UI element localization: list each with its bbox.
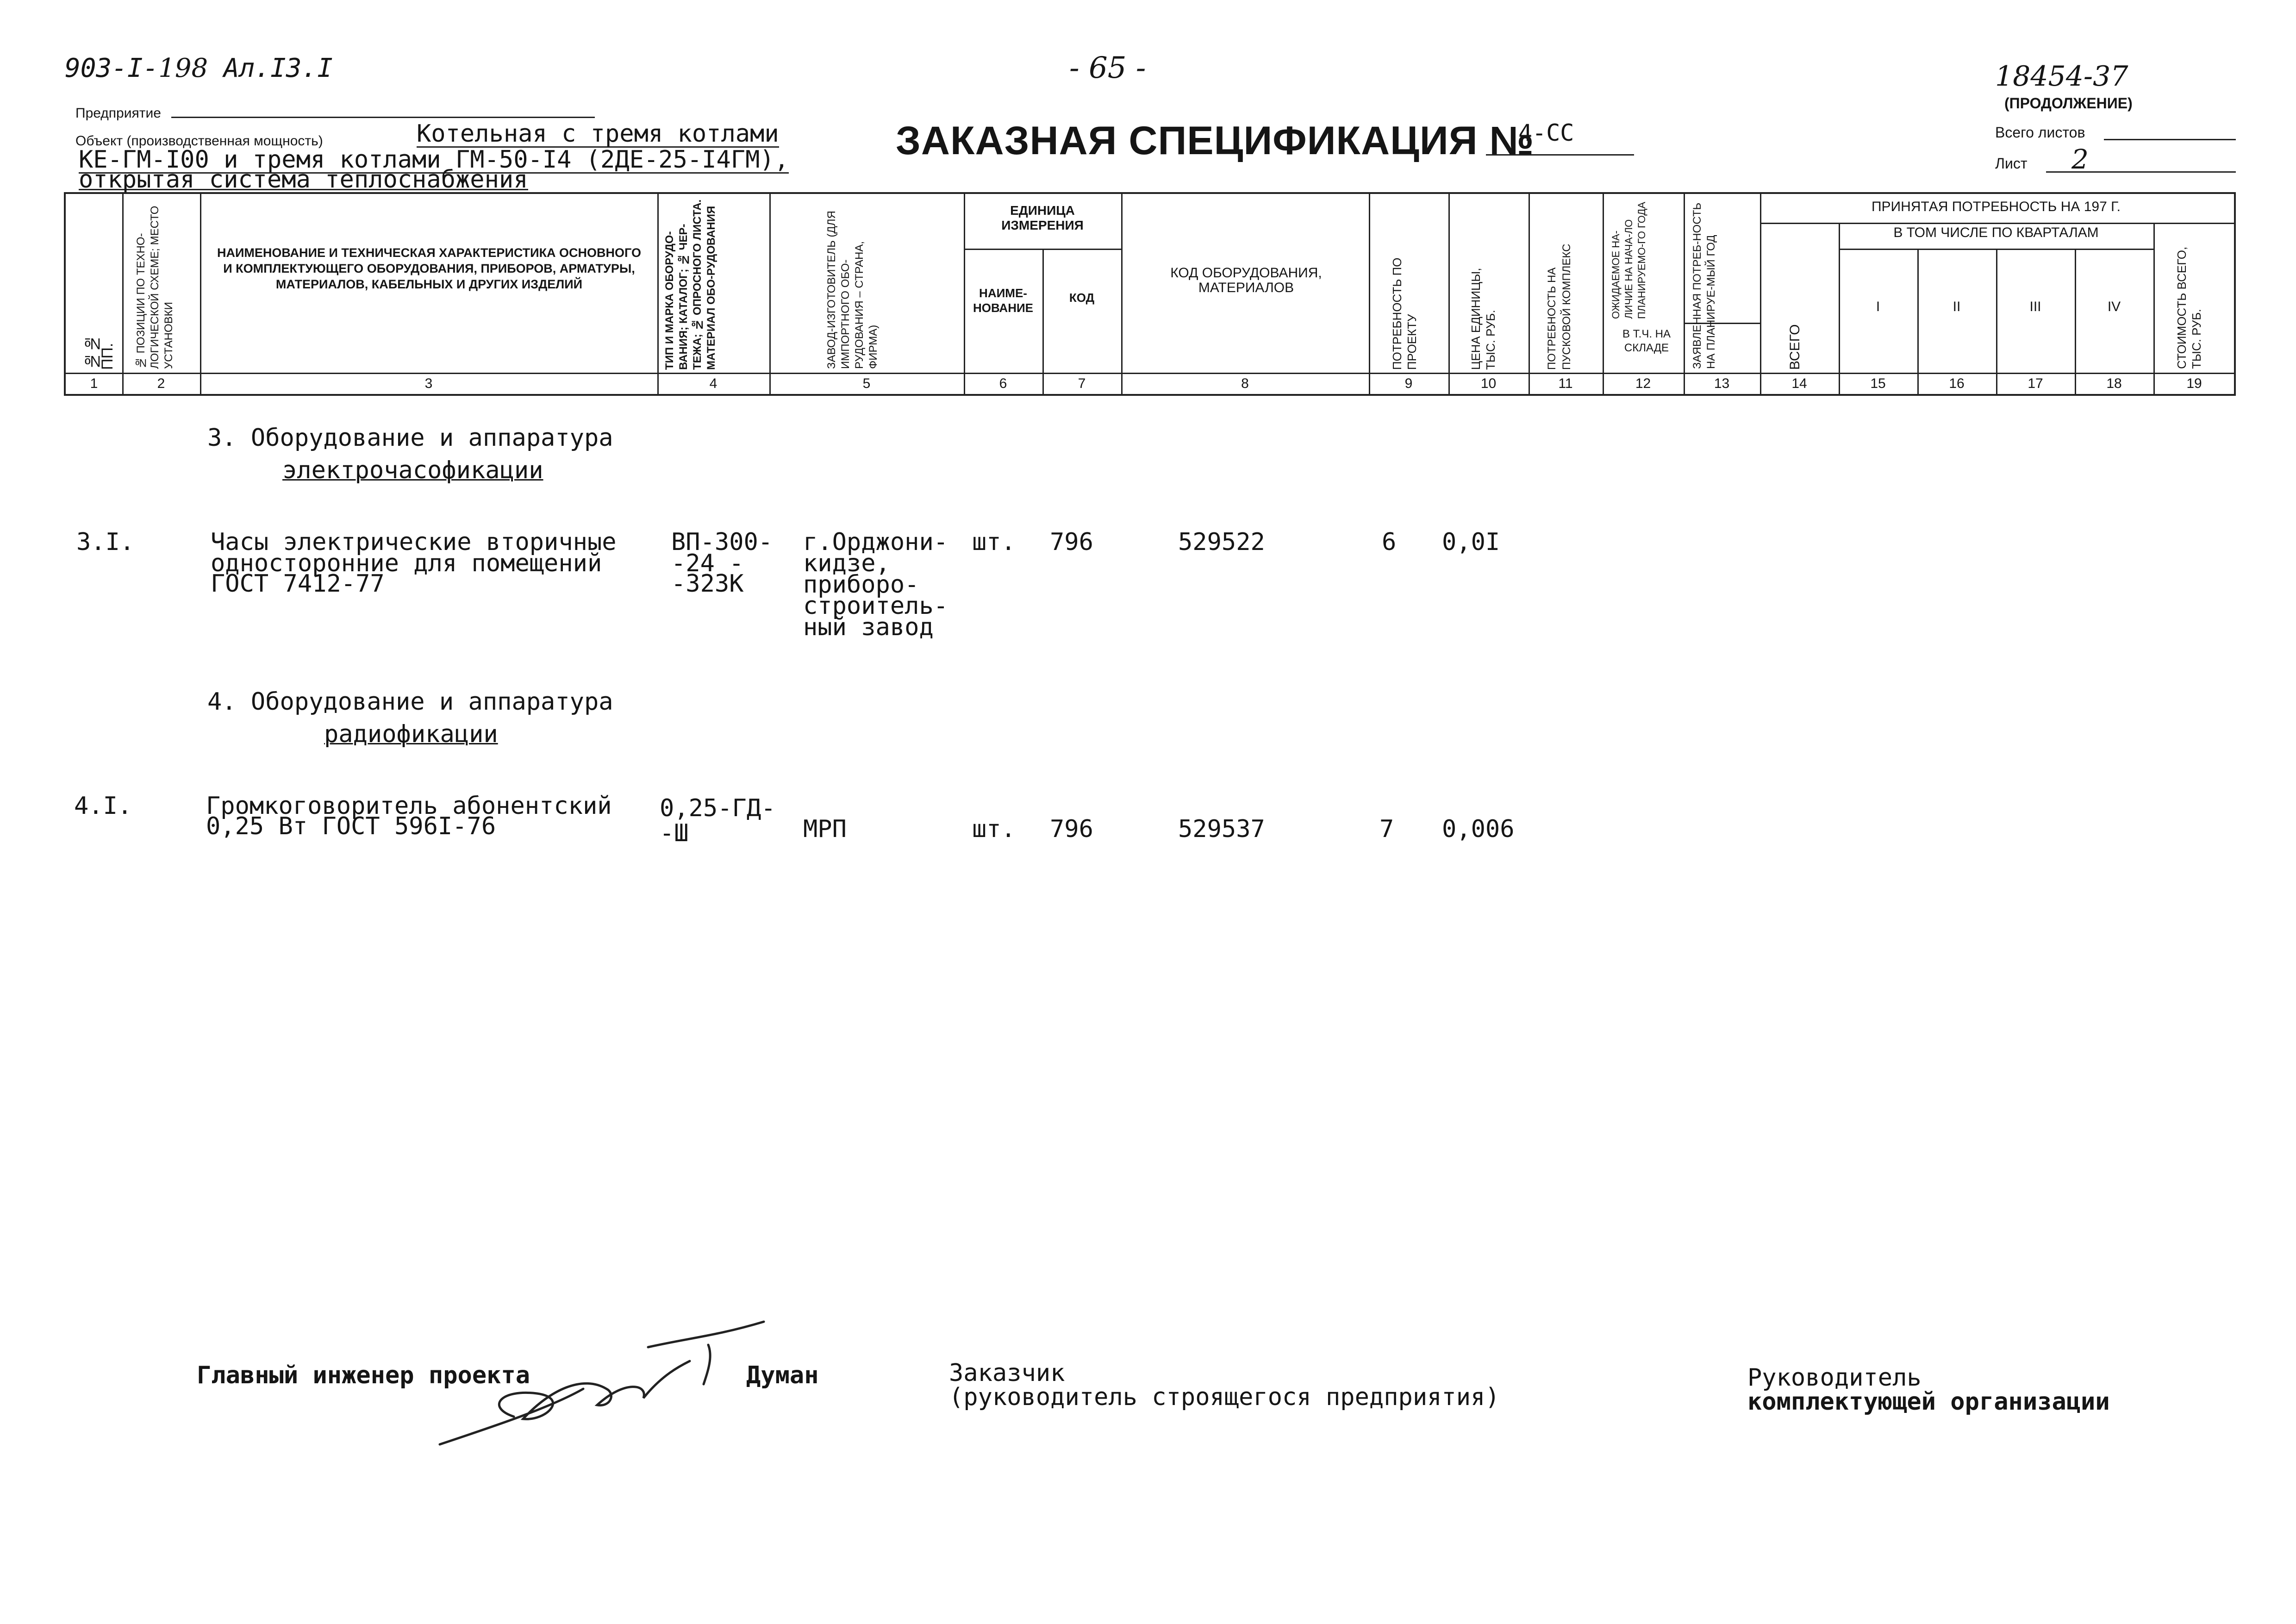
col-divider [964, 194, 965, 394]
object-line-1: Котельная с тремя котлами [417, 120, 779, 148]
col-divider [769, 194, 771, 394]
item-3-1-equip-code: 529522 [1178, 528, 1265, 556]
column-number: 1 [90, 376, 98, 391]
item-4-1-type [660, 796, 775, 845]
item-type-line: ВП-300- [671, 528, 773, 556]
section-4-heading [207, 690, 613, 714]
column-number: 14 [1791, 376, 1807, 391]
column-number: 7 [1078, 376, 1086, 391]
customer-sublabel: (руководитель строящегося предприятия) [949, 1383, 1500, 1411]
col-divider [122, 194, 124, 394]
item-3-1-price: 0,0I [1442, 528, 1500, 556]
header-col-7: КОД [1069, 291, 1095, 305]
header-col-13: ЗАЯВЛЕННАЯ ПОТРЕБ-НОСТЬ НА ПЛАНИРУЕ-МЫЙ ГОД [1691, 202, 1717, 369]
object-line-2: КЕ-ГМ-I00 и тремя котлами ГМ-50-I4 (2ДЕ-25-I4ГМ), [79, 146, 789, 174]
col-divider [1917, 249, 1919, 394]
chief-engineer-label: Главный инженер проекта [197, 1362, 530, 1389]
column-number: 16 [1949, 376, 1965, 391]
header-col-11: ПОТРЕБНОСТЬ НА ПУСКОВОЙ КОМПЛЕКС [1546, 244, 1573, 370]
continuation-label: (ПРОДОЛЖЕНИЕ) [2004, 95, 2133, 112]
item-type-line: -Ш [660, 819, 689, 847]
document-code [65, 53, 333, 83]
doc-code-handwritten: 198 [158, 53, 208, 83]
item-maker-line: кидзе, [803, 550, 890, 577]
item-maker-line: г.Орджони- [803, 528, 948, 556]
header-col-19: СТОИМОСТЬ ВСЕГО, ТЫС. РУБ. [2175, 246, 2203, 369]
item-4-1-number: 4.I. [74, 792, 132, 820]
header-col-15: I [1876, 299, 1880, 314]
spec-number: 4-СС [1486, 119, 1634, 156]
column-number: 5 [862, 376, 871, 391]
col-divider [1529, 194, 1530, 394]
col-divider [200, 194, 201, 394]
header-col-14: ВСЕГО [1787, 324, 1803, 370]
section-4-heading-line2: радиофикации [324, 720, 498, 748]
sheet-value: 2 [2071, 144, 2089, 175]
col-divider [1042, 249, 1044, 394]
header-col-3: НАИМЕНОВАНИЕ И ТЕХНИЧЕСКАЯ ХАРАКТЕРИСТИКА ОСНОВНОГО И КОМПЛЕКТУЮЩЕГО ОБОРУДОВАНИЯ, ПРИБОРОВ, АРМАТУРЫ, МАТЕРИАЛОВ, КАБЕЛЬНЫХ И ДРУГИХ ИЗДЕЛИЙ [217, 246, 642, 291]
column-number: 3 [424, 376, 433, 391]
column-number: 15 [1870, 376, 1886, 391]
column-number: 9 [1404, 376, 1413, 391]
column-number: 6 [999, 376, 1007, 391]
header-accepted-group: ПРИНЯТАЯ ПОТРЕБНОСТЬ НА 197 Г. [1871, 199, 2121, 214]
section-3-heading [207, 426, 613, 450]
header-unit-group: ЕДИНИЦА ИЗМЕРЕНИЯ [1001, 203, 1084, 232]
item-type-line: -24 - [671, 550, 744, 577]
column-number: 17 [2028, 376, 2043, 391]
sheet-label: Лист [1995, 155, 2028, 172]
col-divider [657, 194, 659, 394]
header-col-12-top: ОЖИДАЕМОЕ НА-ЛИЧИЕ НА НАЧА-ЛО ПЛАНИРУЕМО-ГО ГОДА [1610, 201, 1647, 319]
section-3-heading-line1: 3. Оборудование и аппаратура [207, 424, 613, 452]
item-name-line: 0,25 Вт ГОСТ 596I-76 [206, 812, 496, 840]
item-4-1-name [206, 794, 612, 838]
item-name-line: односторонние для помещений [211, 550, 602, 577]
object-label: Объект (производственная мощность) [75, 133, 323, 149]
supplier-sublabel: комплектующей организации [1747, 1388, 2110, 1416]
item-maker-line: ный завод [803, 613, 934, 641]
item-4-1-price: 0,006 [1442, 815, 1515, 843]
header-col-5: ЗАВОД-ИЗГОТОВИТЕЛЬ (ДЛЯ ИМПОРТНОГО ОБО-РУДОВАНИЯ – СТРАНА, ФИРМА) [825, 211, 880, 369]
item-maker-line: приборо- [803, 571, 919, 599]
item-name-line: Громкоговоритель абонентский [206, 792, 612, 820]
item-type-line: 0,25-ГД- [660, 794, 776, 822]
registration-number: 18454-37 [1995, 60, 2128, 93]
header-col-12-bottom: В Т.Ч. НА СКЛАДЕ [1622, 328, 1671, 354]
column-number: 11 [1558, 376, 1573, 391]
section-3-heading-line2: электрочасофикации [282, 456, 543, 484]
item-3-1-name [211, 530, 617, 596]
column-number: 10 [1480, 376, 1497, 391]
row-divider [964, 249, 1121, 250]
supplier-label: Руководитель [1747, 1364, 1922, 1392]
total-sheets-label: Всего листов [1995, 124, 2085, 141]
enterprise-label: Предприятие [75, 106, 161, 121]
chief-engineer-name: Думан [746, 1362, 819, 1389]
col-divider [2075, 249, 2076, 394]
header-col-8: КОД ОБОРУДОВАНИЯ, МАТЕРИАЛОВ [1170, 265, 1322, 295]
header-col-17: III [2029, 299, 2041, 314]
header-col-10: ЦЕНА ЕДИНИЦЫ, ТЫС. РУБ. [1469, 268, 1497, 370]
col-divider [1121, 194, 1123, 394]
item-3-1-manufacturer [803, 530, 948, 639]
item-type-line: -323К [671, 570, 744, 598]
row-divider [1760, 223, 2234, 224]
header-col-2: № ПОЗИЦИИ ПО ТЕХНО-ЛОГИЧЕСКОЙ СХЕМЕ; МЕСТО УСТАНОВКИ [135, 206, 175, 369]
header-col-9: ПОТРЕБНОСТЬ ПО ПРОЕКТУ [1390, 257, 1419, 370]
item-3-1-number: 3.I. [76, 528, 135, 556]
column-number: 19 [2186, 376, 2202, 391]
header-col-1: №№ ПП. [84, 335, 116, 370]
col-divider [1448, 194, 1450, 394]
item-name-line: ГОСТ 7412-77 [211, 570, 385, 598]
spec-table-header [64, 192, 2236, 396]
column-number: 18 [2106, 376, 2122, 391]
col-divider [1603, 194, 1604, 394]
item-maker-line: строитель- [803, 592, 948, 620]
object-line-3: открытая система теплоснабжения [79, 166, 528, 194]
item-4-1-unit: шт. [972, 815, 1016, 843]
signature-scribble [430, 1319, 773, 1454]
row-divider [66, 373, 2235, 374]
doc-code-prefix: 903-I- [65, 53, 159, 83]
header-col-18: IV [2107, 299, 2121, 314]
col-divider [2153, 223, 2155, 394]
column-number: 4 [709, 376, 718, 391]
col-divider [1684, 194, 1685, 394]
customer-label: Заказчик [949, 1359, 1065, 1387]
item-3-1-qty: 6 [1382, 528, 1397, 556]
row-divider [1839, 249, 2153, 250]
form-title: ЗАКАЗНАЯ СПЕЦИФИКАЦИЯ № [896, 119, 1535, 163]
column-number: 13 [1714, 376, 1730, 391]
col-divider [1369, 194, 1370, 394]
header-col-16: II [1953, 299, 1961, 314]
column-number: 12 [1635, 376, 1651, 391]
header-col-4: ТИП И МАРКА ОБОРУДО-ВАНИЯ; КАТАЛОГ; № ЧЕР-ТЕЖА; № ОПРОСНОГО ЛИСТА. МАТЕРИАЛ ОБО-РУДОВАНИЯ [663, 199, 718, 370]
item-4-1-unit-code: 796 [1050, 815, 1093, 843]
header-col-6: НАИМЕ-НОВАНИЕ [973, 286, 1034, 315]
page-number: - 65 - [1069, 51, 1146, 85]
enterprise-field-line [171, 117, 595, 118]
doc-code-suffix: Ал.I3.I [208, 53, 333, 83]
section-4-heading-line1: 4. Оборудование и аппаратура [207, 688, 613, 716]
header-quarters-group: В ТОМ ЧИСЛЕ ПО КВАРТАЛАМ [1893, 225, 2099, 240]
column-number: 8 [1241, 376, 1249, 391]
total-sheets-line [2104, 139, 2236, 140]
item-4-1-qty: 7 [1379, 815, 1394, 843]
item-3-1-unit-code: 796 [1050, 528, 1093, 556]
item-3-1-type [671, 530, 773, 596]
item-4-1-manufacturer: МРП [803, 815, 847, 843]
item-3-1-unit: шт. [972, 528, 1016, 556]
item-4-1-equip-code: 529537 [1178, 815, 1265, 843]
item-name-line: Часы электрические вторичные [211, 528, 617, 556]
column-number: 2 [157, 376, 165, 391]
col-divider [1996, 249, 1997, 394]
